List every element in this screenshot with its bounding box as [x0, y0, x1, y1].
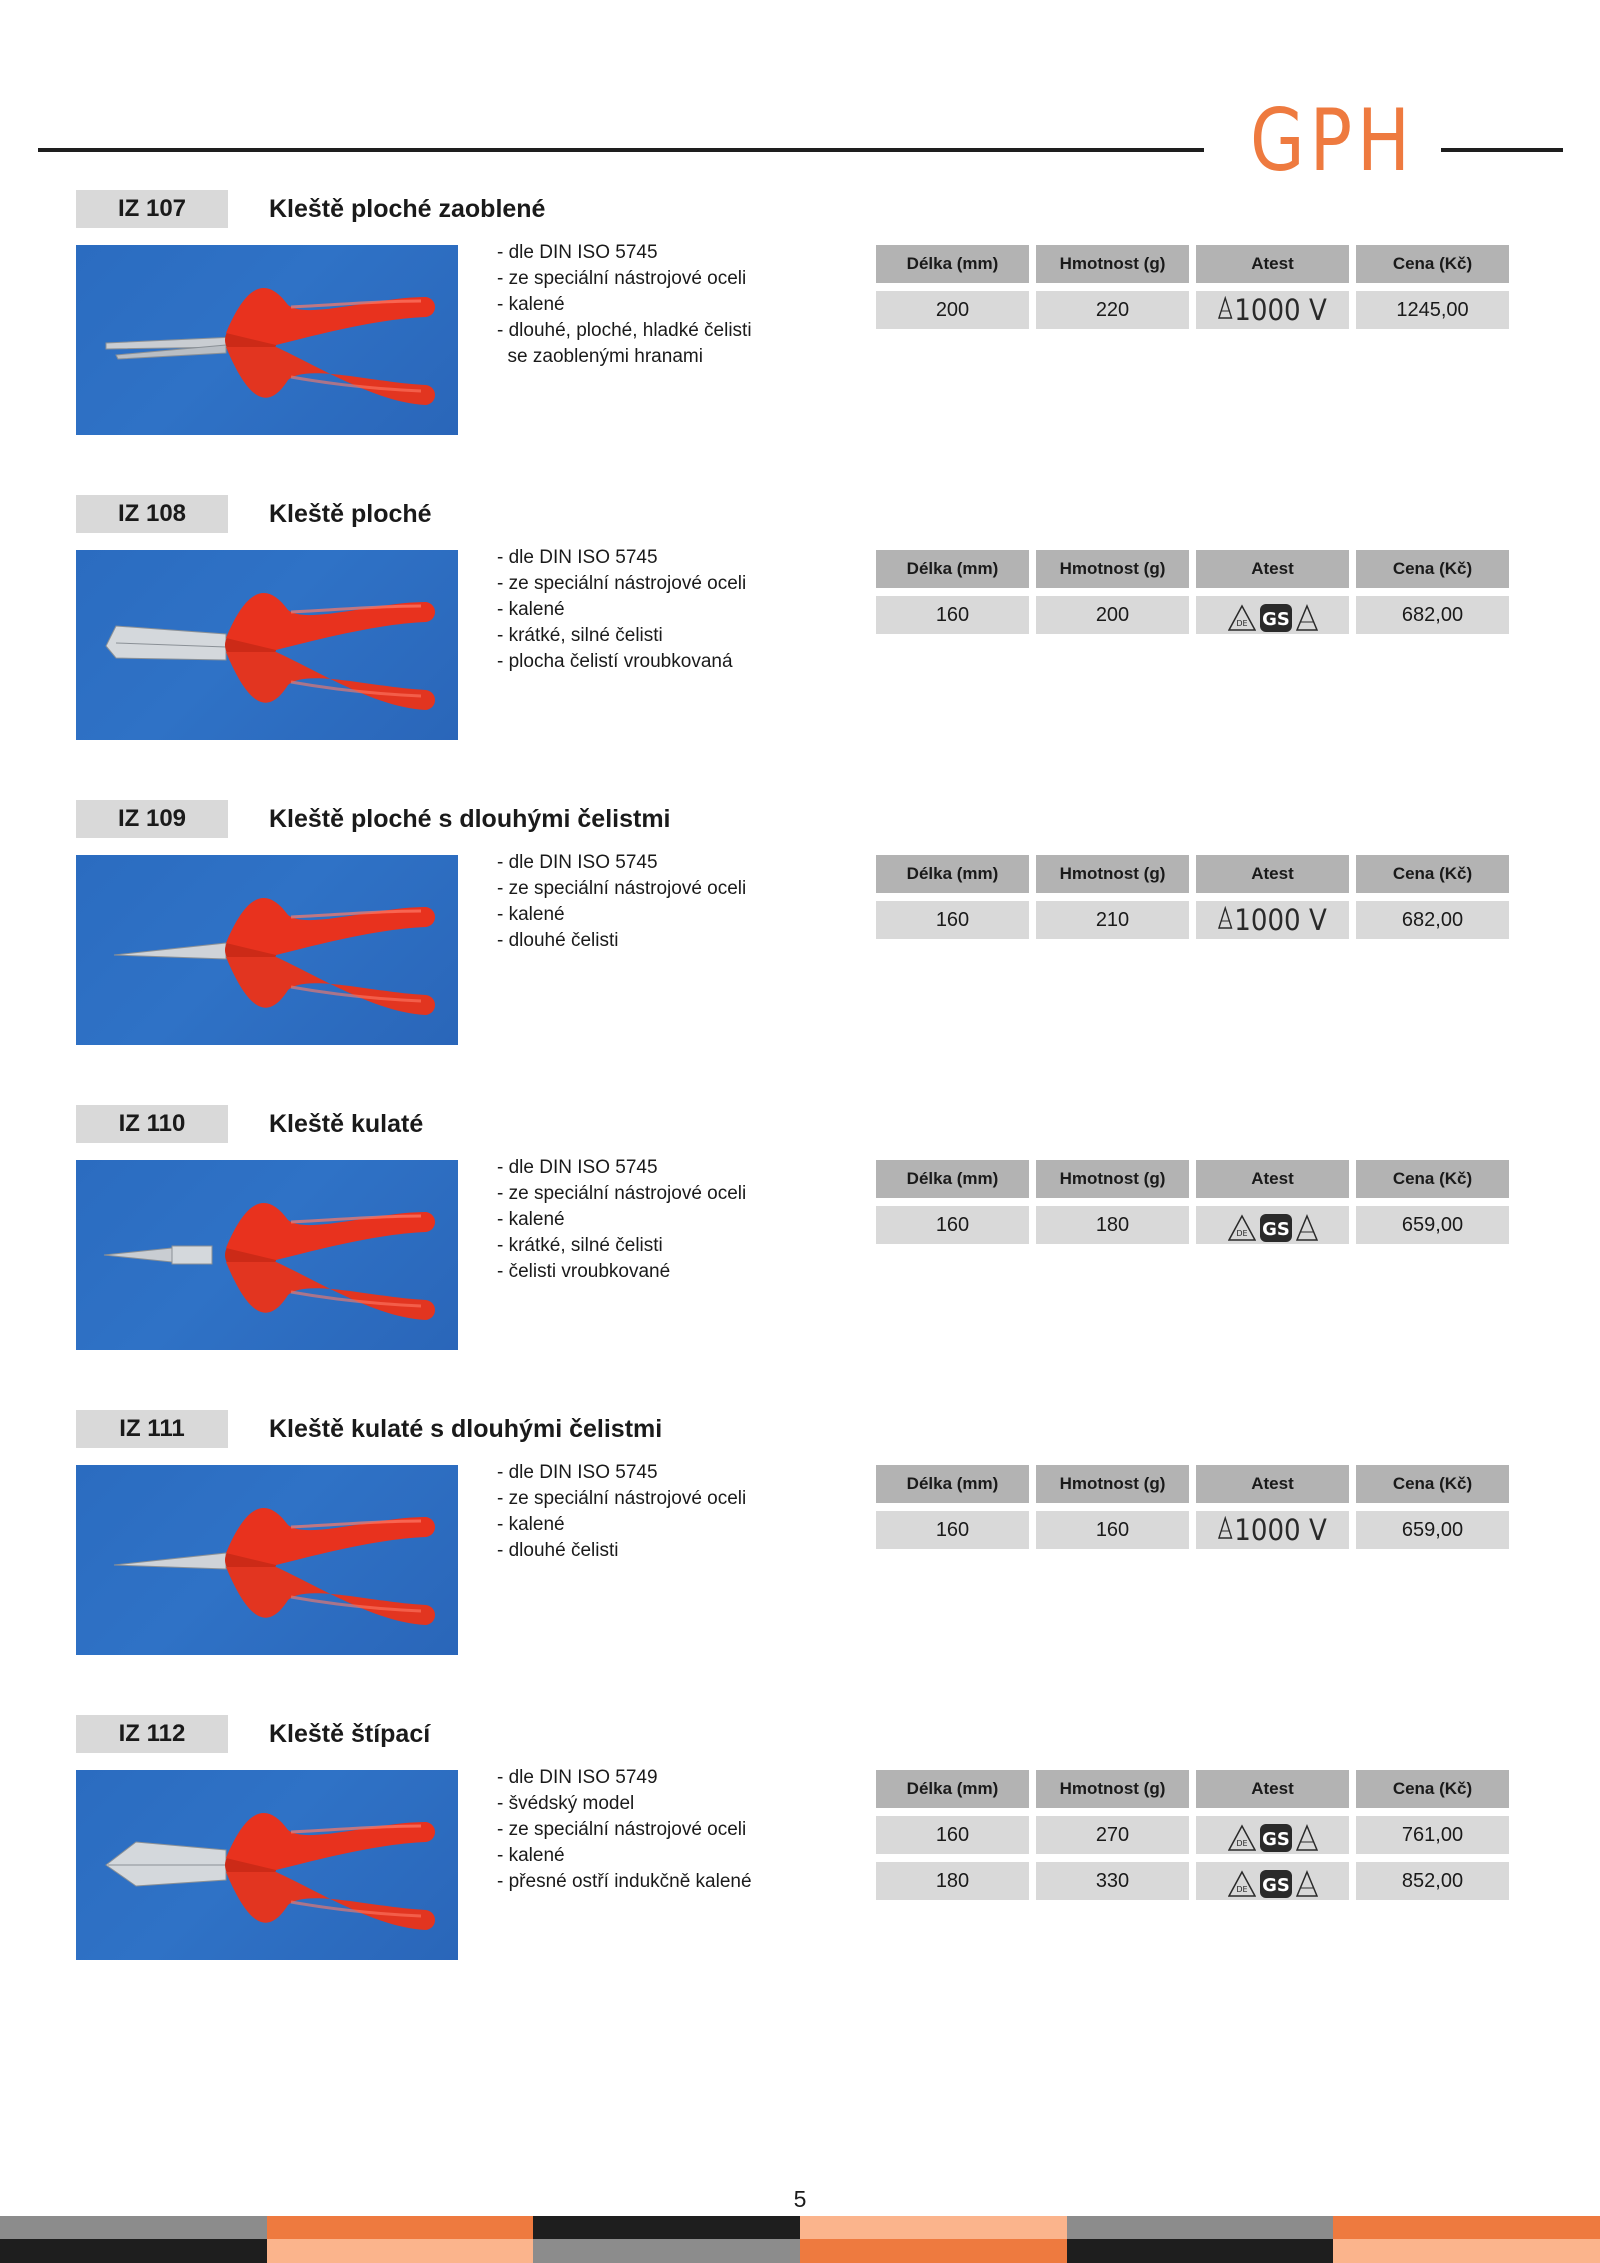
spec-header-length: Délka (mm) — [876, 245, 1029, 283]
voltage-triangle-icon — [1218, 291, 1232, 329]
spec-header-length: Délka (mm) — [876, 550, 1029, 588]
voltage-rating-text: 1000 V — [1234, 1513, 1327, 1547]
svg-text:GS: GS — [1261, 1218, 1290, 1240]
footer-stripe-segment — [800, 2216, 1067, 2239]
voltage-triangle-icon — [1218, 1511, 1232, 1549]
vde-mark-icon — [1228, 604, 1256, 632]
spec-header-price: Cena (Kč) — [1356, 550, 1509, 588]
feature-item: - čelisti vroubkované — [497, 1261, 671, 1282]
feature-item: - plocha čelistí vroubkovaná — [497, 651, 733, 672]
footer-stripe-segment — [267, 2216, 534, 2239]
feature-item: - dlouhé čelisti — [497, 1540, 619, 1561]
spec-header-length: Délka (mm) — [876, 1160, 1029, 1198]
spec-atest — [1196, 596, 1349, 634]
spec-weight: 180 — [1036, 1206, 1189, 1244]
product-iz-112 — [0, 1715, 1600, 2015]
certification-icons — [1228, 603, 1318, 633]
feature-item: - krátké, silné čelisti — [497, 625, 663, 646]
feature-item: - ze speciální nástrojové oceli — [497, 1183, 747, 1204]
product-code: IZ 112 — [76, 1715, 228, 1753]
certification-icons — [1228, 1823, 1318, 1853]
spec-header-price: Cena (Kč) — [1356, 1770, 1509, 1808]
feature-item: - dle DIN ISO 5745 — [497, 1157, 658, 1178]
footer-stripe-top — [0, 2216, 1600, 2239]
spec-row — [876, 1862, 1511, 1900]
spec-atest — [1196, 1206, 1349, 1244]
feature-item: - kalené — [497, 1845, 565, 1866]
spec-weight: 220 — [1036, 291, 1189, 329]
vde-mark-icon — [1228, 1824, 1256, 1852]
gs-mark-icon — [1259, 1869, 1293, 1899]
spec-weight: 270 — [1036, 1816, 1189, 1854]
spec-weight: 210 — [1036, 901, 1189, 939]
feature-item: - švédský model — [497, 1793, 635, 1814]
feature-item: - ze speciální nástrojové oceli — [497, 1488, 747, 1509]
spec-length: 180 — [876, 1862, 1029, 1900]
footer-stripe-segment — [267, 2239, 534, 2263]
spec-length: 160 — [876, 901, 1029, 939]
spec-header-price: Cena (Kč) — [1356, 855, 1509, 893]
spec-header-length: Délka (mm) — [876, 855, 1029, 893]
insulation-mark-icon — [1296, 1870, 1318, 1898]
svg-text:DE: DE — [1235, 1228, 1248, 1238]
product-code: IZ 108 — [76, 495, 228, 533]
feature-item: - dle DIN ISO 5745 — [497, 1462, 658, 1483]
feature-list — [497, 1155, 797, 1285]
product-photo — [76, 1770, 458, 1960]
feature-item: - kalené — [497, 1209, 565, 1230]
brand-logo: GPH — [1250, 91, 1415, 191]
spec-header-weight: Hmotnost (g) — [1036, 1160, 1189, 1198]
feature-list — [497, 850, 797, 954]
feature-item: - kalené — [497, 904, 565, 925]
spec-length: 160 — [876, 1511, 1029, 1549]
spec-weight: 330 — [1036, 1862, 1189, 1900]
spec-price: 659,00 — [1356, 1511, 1509, 1549]
spec-header-price: Cena (Kč) — [1356, 1160, 1509, 1198]
product-title: Kleště kulaté — [269, 1110, 424, 1138]
certification-icons — [1228, 1869, 1318, 1899]
footer-stripe-segment — [533, 2216, 800, 2239]
vde-mark-icon — [1228, 1870, 1256, 1898]
voltage-rating-text: 1000 V — [1234, 903, 1327, 937]
footer-stripe-segment — [0, 2216, 267, 2239]
spec-header-row — [876, 1160, 1511, 1198]
product-code: IZ 107 — [76, 190, 228, 228]
spec-header-price: Cena (Kč) — [1356, 245, 1509, 283]
spec-table — [876, 1770, 1511, 1900]
spec-table — [876, 855, 1511, 939]
feature-item: - ze speciální nástrojové oceli — [497, 878, 747, 899]
gs-mark-icon — [1259, 603, 1293, 633]
spec-weight: 200 — [1036, 596, 1189, 634]
spec-length: 160 — [876, 1816, 1029, 1854]
product-photo — [76, 245, 458, 435]
feature-item: - dle DIN ISO 5749 — [497, 1767, 658, 1788]
footer-stripe-segment — [800, 2239, 1067, 2263]
feature-item: - přesné ostří indukčně kalené — [497, 1871, 752, 1892]
spec-table — [876, 245, 1511, 329]
product-title: Kleště štípací — [269, 1720, 431, 1748]
gs-mark-icon — [1259, 1213, 1293, 1243]
footer-stripe-segment — [1067, 2216, 1334, 2239]
spec-price: 761,00 — [1356, 1816, 1509, 1854]
product-iz-111 — [0, 1410, 1600, 1710]
svg-text:DE: DE — [1235, 1838, 1248, 1848]
spec-weight: 160 — [1036, 1511, 1189, 1549]
product-photo — [76, 1160, 458, 1350]
feature-item: - dle DIN ISO 5745 — [497, 852, 658, 873]
spec-atest — [1196, 1511, 1349, 1549]
feature-item: - ze speciální nástrojové oceli — [497, 268, 747, 289]
feature-list — [497, 545, 797, 675]
voltage-rating-text: 1000 V — [1234, 293, 1327, 327]
spec-header-atest: Atest — [1196, 1160, 1349, 1198]
feature-list — [497, 1460, 797, 1564]
feature-item: - dle DIN ISO 5745 — [497, 547, 658, 568]
spec-atest — [1196, 901, 1349, 939]
spec-table — [876, 1160, 1511, 1244]
voltage-rating — [1218, 291, 1327, 329]
spec-table — [876, 550, 1511, 634]
feature-item: - dlouhé, ploché, hladké čelisti — [497, 320, 752, 341]
spec-header-weight: Hmotnost (g) — [1036, 855, 1189, 893]
footer-stripe-segment — [0, 2239, 267, 2263]
header-rule-left — [38, 148, 1204, 152]
feature-item: - kalené — [497, 599, 565, 620]
feature-item: - dlouhé čelisti — [497, 930, 619, 951]
product-iz-108 — [0, 495, 1600, 795]
footer-stripes — [0, 2216, 1600, 2263]
footer-stripe-segment — [1067, 2239, 1334, 2263]
svg-text:GS: GS — [1261, 1828, 1290, 1850]
spec-price: 852,00 — [1356, 1862, 1509, 1900]
spec-length: 160 — [876, 1206, 1029, 1244]
feature-item: - kalené — [497, 294, 565, 315]
spec-row — [876, 291, 1511, 329]
header-rule-right — [1441, 148, 1563, 152]
spec-table — [876, 1465, 1511, 1549]
spec-header-weight: Hmotnost (g) — [1036, 1465, 1189, 1503]
product-iz-110 — [0, 1105, 1600, 1405]
product-title: Kleště ploché zaoblené — [269, 195, 546, 223]
voltage-rating — [1218, 1511, 1327, 1549]
spec-header-atest: Atest — [1196, 550, 1349, 588]
spec-atest — [1196, 1816, 1349, 1854]
spec-header-length: Délka (mm) — [876, 1465, 1029, 1503]
svg-text:DE: DE — [1235, 618, 1248, 628]
spec-length: 160 — [876, 596, 1029, 634]
spec-header-weight: Hmotnost (g) — [1036, 1770, 1189, 1808]
spec-price: 1245,00 — [1356, 291, 1509, 329]
feature-item: - ze speciální nástrojové oceli — [497, 573, 747, 594]
spec-header-row — [876, 855, 1511, 893]
vde-mark-icon — [1228, 1214, 1256, 1242]
product-title: Kleště kulaté s dlouhými čelistmi — [269, 1415, 663, 1443]
spec-price: 682,00 — [1356, 596, 1509, 634]
spec-row — [876, 1206, 1511, 1244]
spec-header-atest: Atest — [1196, 1770, 1349, 1808]
spec-header-row — [876, 1770, 1511, 1808]
certification-icons — [1228, 1213, 1318, 1243]
spec-row — [876, 596, 1511, 634]
feature-item: se zaoblenými hranami — [497, 346, 703, 367]
feature-list — [497, 1765, 797, 1895]
footer-stripe-segment — [1333, 2216, 1600, 2239]
insulation-mark-icon — [1296, 1824, 1318, 1852]
product-photo — [76, 550, 458, 740]
feature-item: - dle DIN ISO 5745 — [497, 242, 658, 263]
footer-stripe-segment — [1333, 2239, 1600, 2263]
product-photo — [76, 1465, 458, 1655]
svg-text:DE: DE — [1235, 1884, 1248, 1894]
product-code: IZ 109 — [76, 800, 228, 838]
feature-item: - krátké, silné čelisti — [497, 1235, 663, 1256]
spec-atest — [1196, 1862, 1349, 1900]
gs-mark-icon — [1259, 1823, 1293, 1853]
spec-header-row — [876, 1465, 1511, 1503]
insulation-mark-icon — [1296, 1214, 1318, 1242]
feature-item: - kalené — [497, 1514, 565, 1535]
spec-header-length: Délka (mm) — [876, 1770, 1029, 1808]
footer-stripe-segment — [533, 2239, 800, 2263]
footer-stripe-bottom — [0, 2239, 1600, 2263]
spec-header-row — [876, 550, 1511, 588]
product-code: IZ 110 — [76, 1105, 228, 1143]
spec-header-atest: Atest — [1196, 1465, 1349, 1503]
insulation-mark-icon — [1296, 604, 1318, 632]
spec-header-price: Cena (Kč) — [1356, 1465, 1509, 1503]
spec-header-weight: Hmotnost (g) — [1036, 245, 1189, 283]
spec-row — [876, 1816, 1511, 1854]
feature-list — [497, 240, 797, 370]
product-iz-107 — [0, 190, 1600, 490]
product-iz-109 — [0, 800, 1600, 1100]
spec-row — [876, 1511, 1511, 1549]
page-number: 5 — [793, 2186, 807, 2212]
product-title: Kleště ploché — [269, 500, 432, 528]
product-photo — [76, 855, 458, 1045]
spec-header-weight: Hmotnost (g) — [1036, 550, 1189, 588]
voltage-triangle-icon — [1218, 901, 1232, 939]
spec-header-atest: Atest — [1196, 245, 1349, 283]
spec-header-row — [876, 245, 1511, 283]
svg-text:GS: GS — [1261, 1874, 1290, 1896]
spec-price: 659,00 — [1356, 1206, 1509, 1244]
spec-atest — [1196, 291, 1349, 329]
product-title: Kleště ploché s dlouhými čelistmi — [269, 805, 671, 833]
feature-item: - ze speciální nástrojové oceli — [497, 1819, 747, 1840]
svg-text:GS: GS — [1261, 608, 1290, 630]
product-code: IZ 111 — [76, 1410, 228, 1448]
spec-length: 200 — [876, 291, 1029, 329]
voltage-rating — [1218, 901, 1327, 939]
spec-price: 682,00 — [1356, 901, 1509, 939]
spec-row — [876, 901, 1511, 939]
spec-header-atest: Atest — [1196, 855, 1349, 893]
